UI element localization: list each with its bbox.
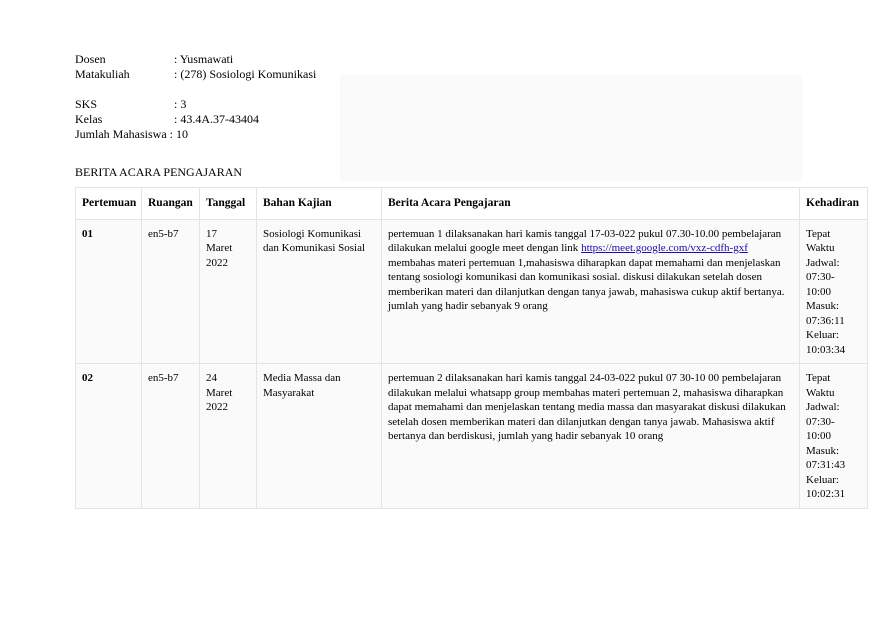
sks-value: : 3: [174, 97, 187, 111]
spacer: [75, 82, 316, 97]
tanggal-day: 24: [206, 372, 217, 384]
kelas-label: Kelas: [75, 112, 103, 126]
kehadiran-line: Keluar:: [806, 473, 839, 486]
header-tanggal: Tanggal: [200, 188, 257, 220]
cell-bahan-kajian: Media Massa dan Masyarakat: [257, 364, 382, 509]
kehadiran-line: 07:31:43: [806, 459, 846, 471]
matakuliah-value: : (278) Sosiologi Komunikasi: [174, 67, 317, 81]
header-ruangan: Ruangan: [142, 188, 200, 220]
kehadiran-line: Masuk:: [806, 444, 839, 457]
tanggal-month: Maret: [206, 386, 233, 399]
matakuliah-row: [75, 67, 316, 82]
kehadiran-line: Tepat: [806, 372, 831, 384]
kehadiran-line: 10:03:34: [806, 343, 846, 356]
cell-kehadiran: [800, 219, 868, 364]
tanggal-day: 17: [206, 227, 217, 240]
cell-berita-acara: [382, 219, 800, 364]
table-row: [76, 364, 868, 509]
kehadiran-line: Keluar:: [806, 329, 839, 341]
kehadiran-line: 07:36:11: [806, 314, 845, 327]
kehadiran-line: Masuk:: [806, 300, 839, 312]
kehadiran-line: Tepat: [806, 227, 831, 240]
sks-label: SKS: [75, 97, 98, 111]
header-kehadiran: Kehadiran: [800, 188, 868, 220]
cell-pertemuan: 01: [76, 219, 142, 364]
kehadiran-line: 07:30-: [806, 271, 835, 283]
cell-bahan-kajian: Sosiologi Komunikasi dan Komunikasi Sosial: [257, 219, 382, 364]
jumlah-value: : 10: [169, 127, 188, 141]
cell-tanggal: [200, 219, 257, 364]
kehadiran-line: 10:02:31: [806, 488, 846, 500]
cell-pertemuan: 02: [76, 364, 142, 509]
header-pertemuan: Pertemuan: [76, 188, 142, 220]
page-title: BERITA ACARA PENGAJARAN: [75, 165, 243, 179]
header-bahan-kajian: Bahan Kajian: [257, 188, 382, 220]
header-background: [340, 74, 802, 182]
berita-text-post: membahas materi pertemuan 1,mahasiswa diharapkan dapat memahami dan menjelaskan tentang sosiologi komunikasi dan komunikasi sosial. diskusi dilakukan setelah dosen memberikan materi dan dilanjutkan dengan tanya jawab, mahasiswa cukup aktif bertanya. jumlah yang hadir sebanyak 9 orang: [388, 256, 785, 312]
kelas-value: : 43.4A.37-43404: [174, 112, 259, 126]
kelas-row: [75, 112, 316, 127]
kehadiran-line: 07:30-: [806, 415, 835, 428]
matakuliah-label: Matakuliah: [75, 67, 130, 81]
table-header-row: [76, 188, 868, 220]
jumlah-row: [75, 127, 316, 142]
course-info: [75, 52, 316, 142]
tanggal-year: 2022: [206, 401, 228, 413]
kehadiran-line: Jadwal:: [806, 256, 840, 269]
cell-kehadiran: [800, 364, 868, 509]
dosen-value: : Yusmawati: [174, 52, 234, 66]
berita-text-pre: pertemuan 1 dilaksanakan hari kamis tanggal 17-03-022 pukul 07.30-10.00 pembelajaran dilakukan melalui google meet dengan link: [388, 227, 782, 254]
meeting-link[interactable]: https://meet.google.com/vxz-cdfh-gxf: [581, 242, 748, 254]
cell-ruangan: en5-b7: [142, 364, 200, 509]
dosen-row: [75, 52, 316, 67]
kehadiran-line: 10:00: [806, 285, 832, 298]
cell-berita-acara: [382, 364, 800, 509]
dosen-label: Dosen: [75, 52, 106, 66]
berita-acara-table: [75, 187, 868, 509]
jumlah-label: Jumlah Mahasiswa: [75, 127, 167, 141]
tanggal-year: 2022: [206, 256, 228, 269]
tanggal-month: Maret: [206, 242, 233, 254]
kehadiran-line: Waktu: [806, 386, 835, 399]
cell-tanggal: [200, 364, 257, 509]
kehadiran-line: Waktu: [806, 242, 835, 254]
berita-text-pre: pertemuan 2 dilaksanakan hari kamis tanggal 24-03-022 pukul 07 30-10 00 pembelajaran dilakukan melalui whatsapp group membahas materi pertemuan 2, mahasiswa diharapkan dapat memahami dan menjelaskan tentang media massa dan masyarakat diskusi dilakukan setelah dosen memberikan materi dan dilanjutkan dengan tanya jawab. Mahasiswa aktif bertanya dan berdiskusi, jumlah yang hadir sebanyak 10 orang: [388, 372, 786, 442]
kehadiran-line: Jadwal:: [806, 401, 840, 413]
header-berita-acara: Berita Acara Pengajaran: [382, 188, 800, 220]
cell-ruangan: en5-b7: [142, 219, 200, 364]
sks-row: [75, 97, 316, 112]
kehadiran-line: 10:00: [806, 430, 832, 442]
table-row: [76, 219, 868, 364]
